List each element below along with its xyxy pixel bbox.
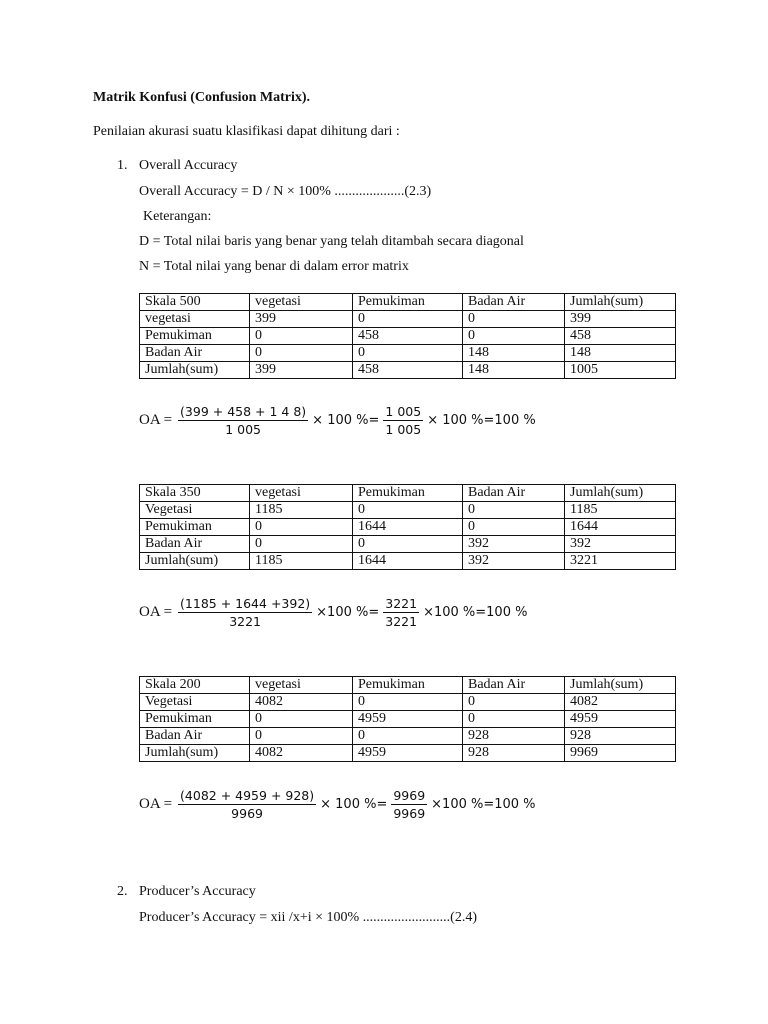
table-cell: 148 [463, 345, 565, 362]
table-cell: 4082 [565, 694, 676, 711]
table-cell: 458 [353, 328, 463, 345]
oa-result: ×100 %=100 % [431, 797, 536, 812]
table-header-cell: Skala 500 [140, 294, 250, 311]
table-cell: 1185 [565, 502, 676, 519]
section2-number: 2. [117, 884, 128, 899]
table-cell: 0 [250, 328, 353, 345]
table-cell: 0 [463, 711, 565, 728]
oa-label: OA = [139, 412, 173, 428]
section1-heading: Overall Accuracy [139, 158, 238, 173]
table-row [140, 536, 676, 553]
table-row [140, 728, 676, 745]
keterangan-label: Keterangan: [143, 209, 212, 224]
confusion-matrix-table [139, 676, 676, 762]
oa-fraction [391, 788, 427, 821]
oa-formula [139, 788, 538, 821]
oa-fraction [383, 596, 419, 629]
table-header-cell: Pemukiman [353, 294, 463, 311]
confusion-matrix-table [139, 293, 676, 379]
producers-accuracy-formula: Producer’s Accuracy = xii /x+i × 100% .........................(2.4) [139, 910, 477, 925]
table-cell: 9969 [565, 745, 676, 762]
oa-formula [139, 404, 538, 437]
table-cell: 1644 [353, 553, 463, 570]
table-row [140, 519, 676, 536]
oa-multiplier: ×100 %= [316, 605, 380, 620]
oa-fraction [383, 404, 423, 437]
table-cell: 4959 [353, 711, 463, 728]
oa-fraction [178, 404, 308, 437]
table-row-label: Jumlah(sum) [140, 553, 250, 570]
table-cell: 399 [250, 362, 353, 379]
oa-numerator: 9969 [393, 788, 426, 803]
table-cell: 399 [565, 311, 676, 328]
table-cell: 4959 [353, 745, 463, 762]
table-header-cell: Pemukiman [353, 485, 463, 502]
oa-denominator: 9969 [231, 806, 263, 821]
table-row-label: Badan Air [140, 345, 250, 362]
table-header-cell: Badan Air [463, 294, 565, 311]
table-cell: 458 [565, 328, 676, 345]
definition-d: D = Total nilai baris yang benar yang telah ditambah secara diagonal [139, 234, 524, 249]
oa-numerator: (4082 + 4959 + 928) [180, 788, 315, 803]
table-cell: 0 [463, 328, 565, 345]
table-cell: 392 [463, 536, 565, 553]
document-title: Matrik Konfusi (Confusion Matrix). [93, 90, 310, 105]
table-cell: 0 [353, 536, 463, 553]
table-cell: 392 [565, 536, 676, 553]
table-cell: 4082 [250, 745, 353, 762]
oa-numerator: (1185 + 1644 +392) [180, 596, 311, 611]
table-cell: 4082 [250, 694, 353, 711]
table-cell: 1644 [353, 519, 463, 536]
table-cell: 0 [463, 519, 565, 536]
table-header-cell: Badan Air [463, 677, 565, 694]
table-row-label: Pemukiman [140, 711, 250, 728]
table-cell: 148 [565, 345, 676, 362]
table-header-cell: Jumlah(sum) [565, 677, 676, 694]
table-cell: 0 [353, 311, 463, 328]
table-row-label: Jumlah(sum) [140, 362, 250, 379]
table-cell: 0 [250, 519, 353, 536]
table-row-label: Badan Air [140, 728, 250, 745]
oa-label: OA = [139, 796, 173, 812]
table-cell: 0 [353, 502, 463, 519]
oa-denominator: 9969 [393, 806, 426, 821]
table-cell: 0 [250, 728, 353, 745]
table-header-row [140, 294, 676, 311]
table-cell: 0 [463, 502, 565, 519]
oa-result: × 100 %=100 % [427, 413, 536, 428]
oa-fraction [178, 596, 312, 629]
table-cell: 0 [353, 694, 463, 711]
table-row-label: Badan Air [140, 536, 250, 553]
definition-n: N = Total nilai yang benar di dalam error matrix [139, 259, 409, 274]
table-header-cell: Skala 350 [140, 485, 250, 502]
table-cell: 928 [463, 745, 565, 762]
intro-text: Penilaian akurasi suatu klasifikasi dapat dihitung dari : [93, 124, 400, 139]
oa-numerator: 3221 [385, 596, 418, 611]
oa-numerator: 1 005 [385, 404, 422, 419]
table-row [140, 311, 676, 328]
table-header-cell: vegetasi [250, 294, 353, 311]
table-row-label: Pemukiman [140, 519, 250, 536]
table-row [140, 553, 676, 570]
table-cell: 1644 [565, 519, 676, 536]
table-row-label: Vegetasi [140, 694, 250, 711]
oa-multiplier: × 100 %= [312, 413, 380, 428]
table-cell: 458 [353, 362, 463, 379]
table-cell: 1005 [565, 362, 676, 379]
table-row-label: Pemukiman [140, 328, 250, 345]
oa-result: ×100 %=100 % [423, 605, 528, 620]
table-row [140, 345, 676, 362]
table-header-cell: Badan Air [463, 485, 565, 502]
table-cell: 399 [250, 311, 353, 328]
section1-number: 1. [117, 158, 128, 173]
oa-fraction [178, 788, 316, 821]
table-cell: 0 [250, 711, 353, 728]
table-cell: 4959 [565, 711, 676, 728]
table-cell: 0 [353, 345, 463, 362]
table-row-label: Jumlah(sum) [140, 745, 250, 762]
table-cell: 0 [463, 694, 565, 711]
table-header-cell: Jumlah(sum) [565, 294, 676, 311]
overall-accuracy-formula: Overall Accuracy = D / N × 100% ....................(2.3) [139, 184, 432, 199]
table-cell: 1185 [250, 553, 353, 570]
oa-denominator: 3221 [385, 614, 418, 629]
confusion-matrix-table [139, 484, 676, 570]
table-cell: 0 [250, 345, 353, 362]
oa-multiplier: × 100 %= [320, 797, 388, 812]
table-header-row [140, 677, 676, 694]
section2-heading: Producer’s Accuracy [139, 884, 256, 899]
table-cell: 3221 [565, 553, 676, 570]
table-header-cell: vegetasi [250, 485, 353, 502]
table-cell: 0 [250, 536, 353, 553]
table-cell: 0 [353, 728, 463, 745]
table-cell: 1185 [250, 502, 353, 519]
table-row [140, 694, 676, 711]
oa-denominator: 1 005 [385, 422, 422, 437]
oa-denominator: 3221 [229, 614, 261, 629]
table-cell: 928 [463, 728, 565, 745]
table-header-cell: vegetasi [250, 677, 353, 694]
oa-label: OA = [139, 604, 173, 620]
table-row [140, 502, 676, 519]
table-row [140, 745, 676, 762]
table-row [140, 711, 676, 728]
table-row [140, 328, 676, 345]
table-row [140, 362, 676, 379]
table-header-row [140, 485, 676, 502]
table-row-label: vegetasi [140, 311, 250, 328]
table-header-cell: Pemukiman [353, 677, 463, 694]
oa-numerator: (399 + 458 + 1 4 8) [180, 404, 307, 419]
oa-formula [139, 596, 529, 629]
table-header-cell: Skala 200 [140, 677, 250, 694]
table-cell: 392 [463, 553, 565, 570]
table-cell: 148 [463, 362, 565, 379]
table-row-label: Vegetasi [140, 502, 250, 519]
oa-denominator: 1 005 [225, 422, 261, 437]
table-cell: 928 [565, 728, 676, 745]
table-header-cell: Jumlah(sum) [565, 485, 676, 502]
table-cell: 0 [463, 311, 565, 328]
